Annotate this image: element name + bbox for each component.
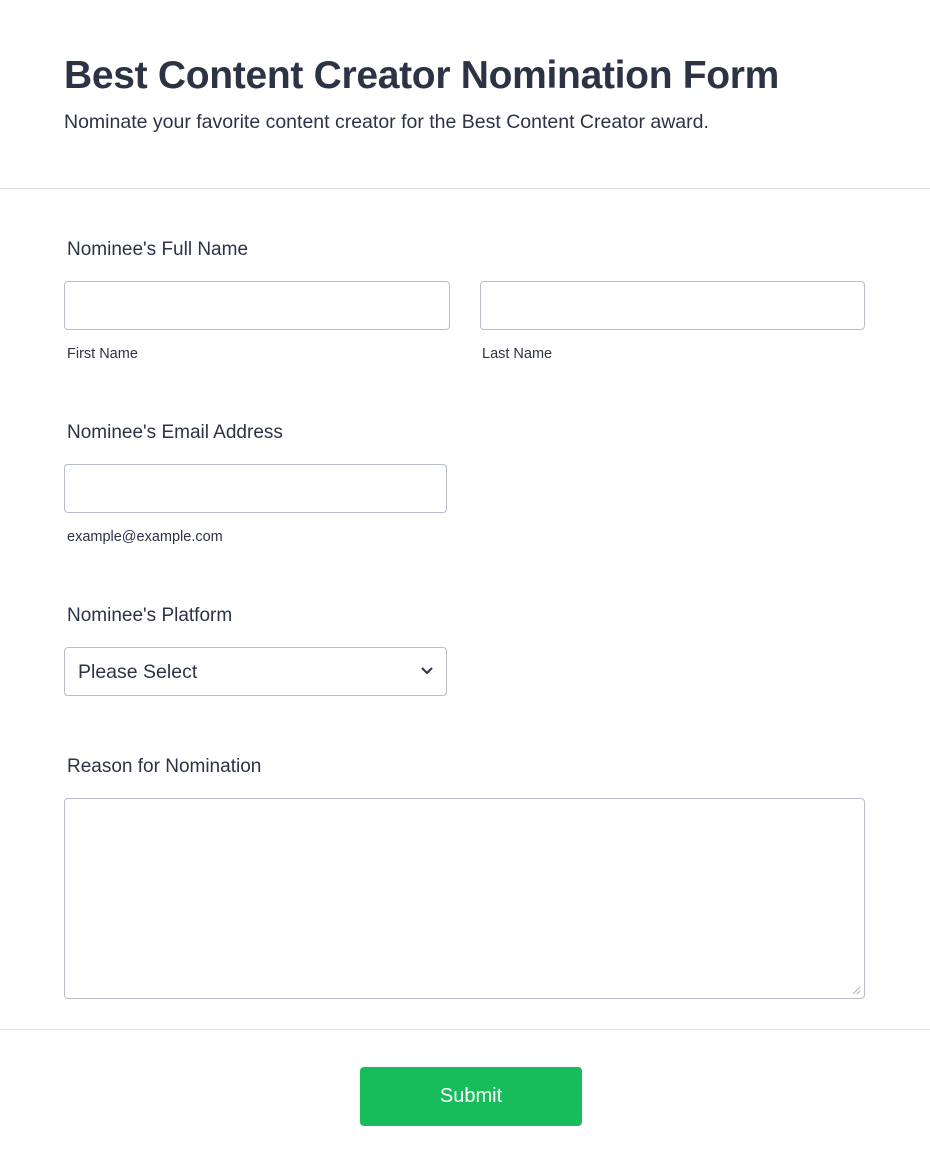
last-name-sublabel: Last Name [482, 346, 553, 362]
first-name-sublabel: First Name [67, 346, 138, 362]
resize-handle-icon[interactable] [851, 985, 861, 995]
platform-select[interactable] [64, 647, 447, 696]
page-title: Best Content Creator Nomination Form [64, 54, 780, 97]
platform-selected-value: Please Select [78, 661, 198, 683]
reason-label: Reason for Nomination [67, 756, 262, 777]
last-name-input[interactable] [480, 281, 865, 330]
footer-divider [0, 1029, 930, 1030]
chevron-down-icon [421, 666, 433, 676]
submit-button[interactable]: Submit [360, 1067, 582, 1126]
reason-textarea[interactable] [64, 798, 865, 999]
first-name-input[interactable] [64, 281, 450, 330]
page-subtitle: Nominate your favorite content creator for the Best Content Creator award. [64, 111, 709, 133]
platform-label: Nominee's Platform [67, 605, 233, 626]
email-sublabel: example@example.com [67, 529, 223, 545]
full-name-label: Nominee's Full Name [67, 239, 249, 260]
email-input[interactable] [64, 464, 447, 513]
email-label: Nominee's Email Address [67, 422, 283, 443]
form-header [0, 0, 930, 189]
